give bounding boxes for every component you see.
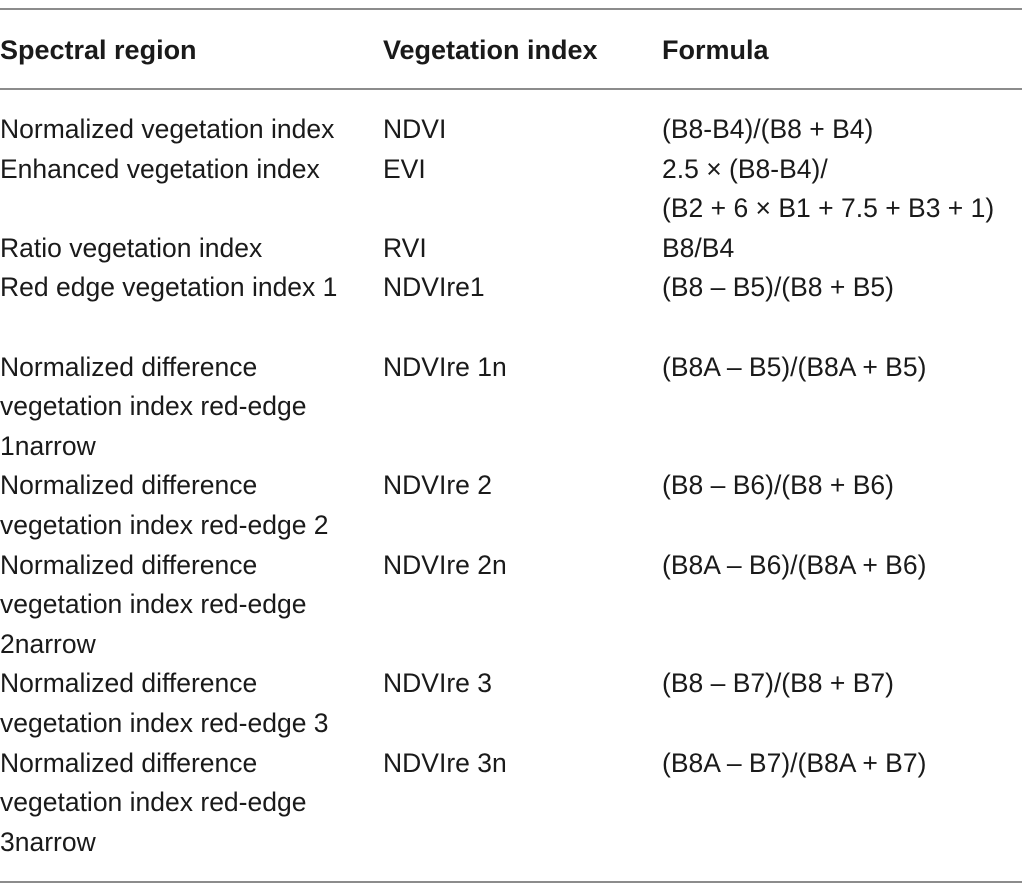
cell-spectral-region: Normalized difference vegetation index red-edge 2 bbox=[0, 470, 329, 540]
cell-formula bbox=[662, 268, 1022, 308]
table-body bbox=[0, 110, 1022, 862]
table-row bbox=[0, 664, 1022, 743]
cell-vegetation-index: RVI bbox=[383, 232, 427, 263]
header-vegetation-index: Vegetation index bbox=[383, 35, 598, 65]
cell-spectral-region: Normalized difference vegetation index red-edge 3narrow bbox=[0, 747, 307, 857]
table-row bbox=[0, 744, 1022, 863]
formula-line: (B8 – B5)/(B8 + B5) bbox=[662, 272, 894, 303]
cell-spectral-region: Enhanced vegetation index bbox=[0, 153, 320, 184]
header-formula: Formula bbox=[662, 35, 769, 65]
cell-formula bbox=[662, 110, 1022, 150]
cell-vegetation-index: NDVIre1 bbox=[383, 272, 485, 303]
cell-formula bbox=[662, 229, 1022, 269]
table-row bbox=[0, 546, 1022, 665]
cell-formula bbox=[662, 744, 1022, 784]
table-row bbox=[0, 466, 1022, 545]
header-spectral-region: Spectral region bbox=[0, 35, 197, 65]
table-row bbox=[0, 110, 1022, 150]
table-top-rule bbox=[0, 8, 1022, 10]
cell-vegetation-index: NDVIre 1n bbox=[383, 351, 507, 382]
cell-formula bbox=[662, 150, 1022, 229]
cell-vegetation-index: NDVIre 2 bbox=[383, 470, 492, 501]
cell-formula bbox=[662, 348, 1022, 388]
cell-formula bbox=[662, 546, 1022, 586]
cell-spectral-region: Ratio vegetation index bbox=[0, 232, 263, 263]
table-row bbox=[0, 229, 1022, 269]
formula-line: (B8 – B6)/(B8 + B6) bbox=[662, 470, 894, 501]
formula-line: (B8A – B5)/(B8A + B5) bbox=[662, 351, 927, 382]
table-row bbox=[0, 348, 1022, 467]
table-row bbox=[0, 268, 1022, 347]
cell-spectral-region: Normalized difference vegetation index red-edge 2narrow bbox=[0, 549, 307, 659]
formula-line: 2.5 × (B8-B4)/ bbox=[662, 153, 828, 184]
formula-line: B8/B4 bbox=[662, 232, 735, 263]
cell-vegetation-index: EVI bbox=[383, 153, 426, 184]
cell-spectral-region: Normalized difference vegetation index red-edge 1narrow bbox=[0, 351, 307, 461]
formula-line: (B8A – B7)/(B8A + B7) bbox=[662, 747, 927, 778]
cell-spectral-region: Red edge vegetation index 1 bbox=[0, 272, 338, 303]
formula-line: (B2 + 6 × B1 + 7.5 + B3 + 1) bbox=[662, 193, 995, 224]
cell-vegetation-index: NDVIre 2n bbox=[383, 549, 507, 580]
formula-line: (B8A – B6)/(B8A + B6) bbox=[662, 549, 927, 580]
cell-vegetation-index: NDVI bbox=[383, 114, 447, 144]
cell-formula bbox=[662, 466, 1022, 506]
cell-formula bbox=[662, 664, 1022, 704]
formula-line: (B8 – B7)/(B8 + B7) bbox=[662, 668, 894, 699]
formula-line: (B8-B4)/(B8 + B4) bbox=[662, 114, 874, 144]
table-bottom-rule bbox=[0, 881, 1022, 883]
cell-spectral-region: Normalized vegetation index bbox=[0, 114, 335, 144]
table-header bbox=[0, 30, 1022, 70]
table-header-rule bbox=[0, 88, 1022, 90]
table-row bbox=[0, 150, 1022, 229]
cell-spectral-region: Normalized difference vegetation index red-edge 3 bbox=[0, 668, 329, 738]
cell-vegetation-index: NDVIre 3 bbox=[383, 668, 492, 699]
cell-vegetation-index: NDVIre 3n bbox=[383, 747, 507, 778]
